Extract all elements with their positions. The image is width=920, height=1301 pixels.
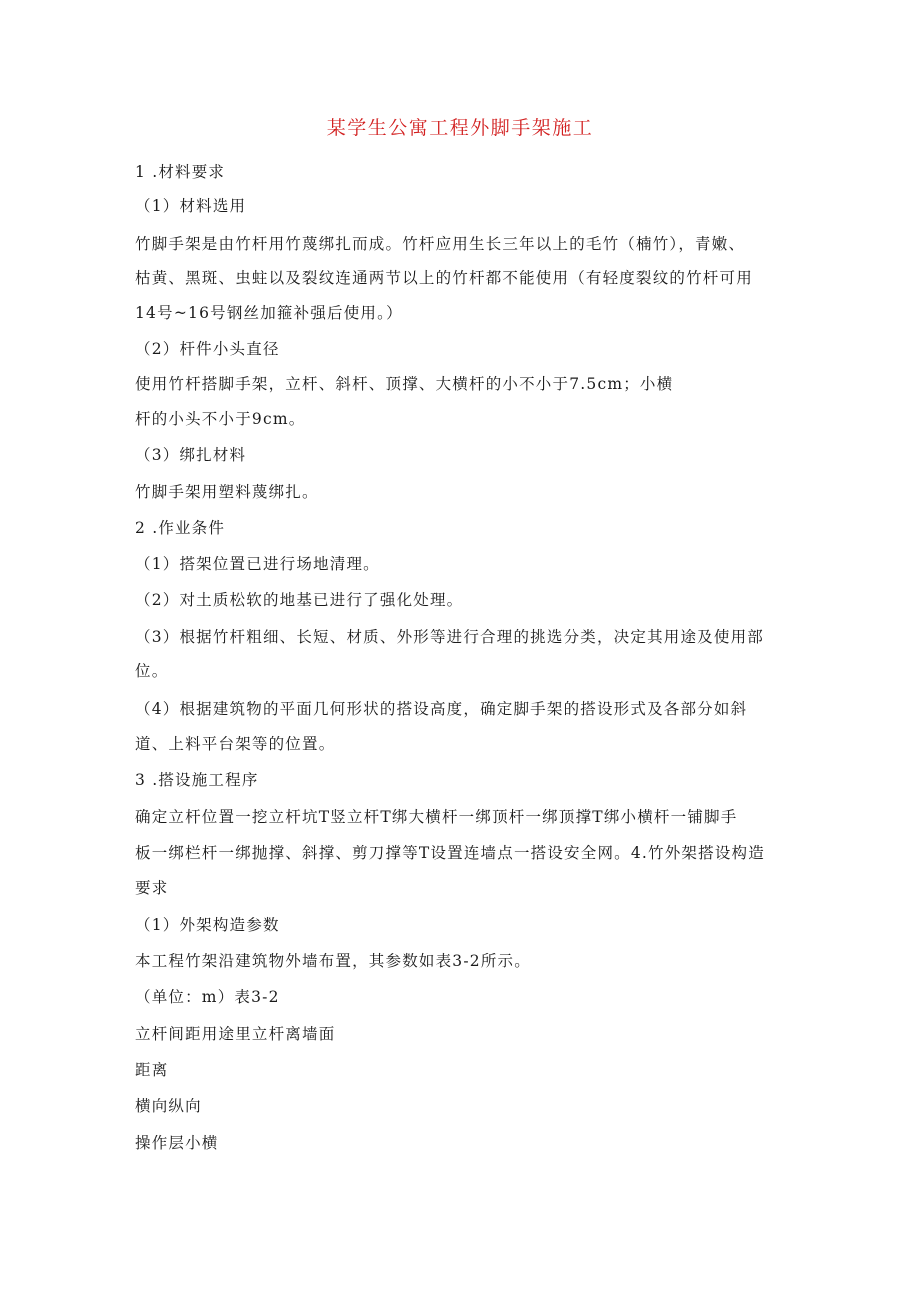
subheading-rod-diameter: （2）杆件小头直径	[135, 340, 280, 358]
subheading-material-selection: （1）材料选用	[135, 197, 247, 215]
list-item: （2）对土质松软的地基已进行了强化处理。	[135, 591, 464, 609]
subheading-structure-parameters: （1）外架构造参数	[135, 916, 280, 934]
paragraph-line: 确定立杆位置一挖立杆坑T竖立杆T绑大横杆一绑顶杆一绑顶撑T绑小横杆一铺脚手	[135, 808, 738, 826]
paragraph-line: 14号~16号钢丝加箍补强后使用。）	[135, 304, 403, 322]
paragraph-line: 距离	[135, 1061, 169, 1079]
paragraph-line: 操作层小横	[135, 1134, 219, 1152]
heading-work-conditions: 2 .作业条件	[135, 519, 226, 537]
paragraph-line: 竹脚手架是由竹杆用竹蔑绑扎而成。竹杆应用生长三年以上的毛竹（楠竹），青嫩、	[135, 235, 746, 253]
subheading-binding-material: （3）绑扎材料	[135, 446, 247, 464]
table-caption: （单位：m）表3-2	[135, 988, 280, 1006]
paragraph-line: 要求	[135, 879, 169, 897]
paragraph-line: 竹脚手架用塑料蔑绑扎。	[135, 483, 319, 501]
heading-erection-procedure: 3 .搭设施工程序	[135, 771, 259, 789]
paragraph-line: 位。	[135, 662, 169, 680]
list-item: （1）搭架位置已进行场地清理。	[135, 555, 380, 573]
paragraph-line: 本工程竹架沿建筑物外墙布置，其参数如表3-2所示。	[135, 952, 531, 970]
list-item: （4）根据建筑物的平面几何形状的搭设高度，确定脚手架的搭设形式及各部分如斜	[135, 700, 748, 718]
heading-materials: 1 .材料要求	[135, 163, 226, 181]
paragraph-line: 使用竹杆搭脚手架，立杆、斜杆、顶撑、大横杆的小不小于7.5cm；小横	[135, 375, 674, 393]
paragraph-line: 道、上料平台架等的位置。	[135, 735, 336, 753]
list-item: （3）根据竹杆粗细、长短、材质、外形等进行合理的挑选分类，决定其用途及使用部	[135, 628, 764, 646]
paragraph-line: 枯黄、黑斑、虫蛀以及裂纹连通两节以上的竹杆都不能使用（有轻度裂纹的竹杆可用	[135, 269, 753, 287]
paragraph-line: 立杆间距用途里立杆离墙面	[135, 1025, 336, 1043]
paragraph-line: 杆的小头不小于9cm。	[135, 410, 306, 428]
document-title: 某学生公寓工程外脚手架施工	[326, 117, 594, 139]
paragraph-line: 横向纵向	[135, 1097, 202, 1115]
paragraph-line: 板一绑栏杆一绑抛撑、斜撑、剪刀撑等T设置连墙点一搭设安全网。4.竹外架搭设构造	[135, 844, 765, 862]
